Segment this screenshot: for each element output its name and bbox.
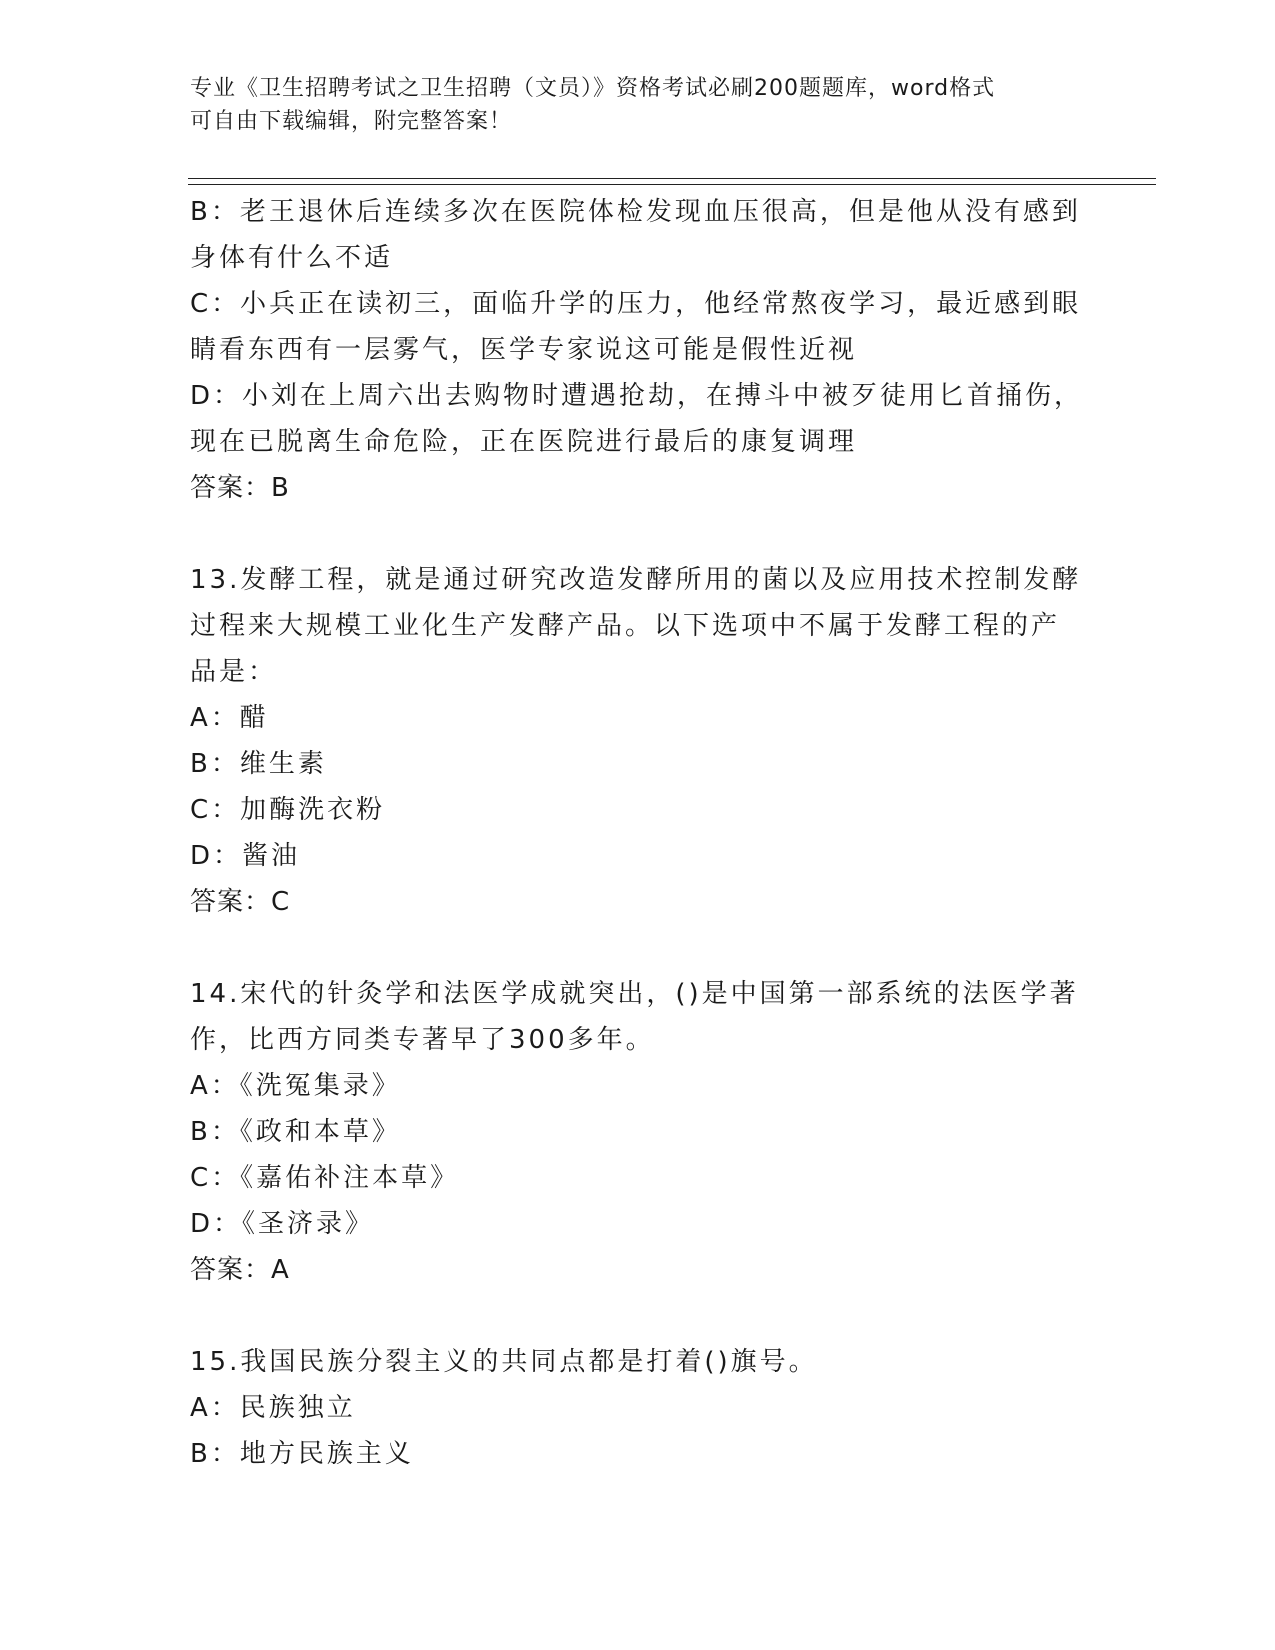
- q12-option-d-line-1: D：小刘在上周六出去购物时遭遇抢劫，在搏斗中被歹徒用匕首捅伤，: [190, 381, 1084, 411]
- q12-answer: 答案：B: [190, 473, 290, 503]
- q15-option-a: A：民族独立: [190, 1393, 356, 1423]
- q12-option-b-line-1: B：老王退休后连续多次在医院体检发现血压很高，但是他从没有感到: [190, 197, 1081, 227]
- q13-answer: 答案：C: [190, 887, 291, 917]
- question-13: [190, 557, 1090, 925]
- q15-option-b: B：地方民族主义: [190, 1439, 414, 1469]
- header-divider-top: [188, 178, 1156, 179]
- q12-option-b-line-2: 身体有什么不适: [190, 243, 394, 273]
- q14-option-b: B：《政和本草》: [190, 1117, 401, 1147]
- q12-option-c-line-1: C：小兵正在读初三，面临升学的压力，他经常熬夜学习，最近感到眼: [190, 289, 1082, 319]
- header-title-line-2: 可自由下载编辑，附完整答案！: [190, 109, 513, 134]
- q13-stem-line-2: 过程来大规模工业化生产发酵产品。以下选项中不属于发酵工程的产: [190, 611, 1061, 641]
- q14-option-d: D：《圣济录》: [190, 1209, 375, 1239]
- header-title-line-1: 专业《卫生招聘考试之卫生招聘（文员）》资格考试必刷200题题库，word格式: [190, 76, 996, 101]
- page-header: [190, 72, 1090, 138]
- question-12: [190, 189, 1090, 511]
- q12-option-d-line-2: 现在已脱离生命危险，正在医院进行最后的康复调理: [190, 427, 858, 457]
- q14-option-c: C：《嘉佑补注本草》: [190, 1163, 460, 1193]
- q15-stem-line-1: 15.我国民族分裂主义的共同点都是打着()旗号。: [190, 1347, 818, 1377]
- q13-option-b: B：维生素: [190, 749, 327, 779]
- q14-option-a: A：《洗冤集录》: [190, 1071, 401, 1101]
- q13-stem-line-1: 13.发酵工程，就是通过研究改造发酵所用的菌以及应用技术控制发酵: [190, 565, 1082, 595]
- spacer: [190, 511, 1090, 557]
- q13-option-a: A：醋: [190, 703, 269, 733]
- spacer: [190, 1293, 1090, 1339]
- q13-stem-line-3: 品是：: [190, 657, 278, 687]
- q14-stem-line-2: 作，比西方同类专著早了300多年。: [190, 1025, 655, 1055]
- question-14: [190, 971, 1090, 1293]
- q13-option-d: D：酱油: [190, 841, 301, 871]
- question-content: [190, 189, 1090, 1477]
- header-divider-bottom: [188, 184, 1156, 185]
- q14-stem-line-1: 14.宋代的针灸学和法医学成就突出，()是中国第一部系统的法医学著: [190, 979, 1079, 1009]
- q12-option-c-line-2: 睛看东西有一层雾气，医学专家说这可能是假性近视: [190, 335, 858, 365]
- spacer: [190, 925, 1090, 971]
- q14-answer: 答案：A: [190, 1255, 290, 1285]
- question-15: [190, 1339, 1090, 1477]
- q13-option-c: C：加酶洗衣粉: [190, 795, 386, 825]
